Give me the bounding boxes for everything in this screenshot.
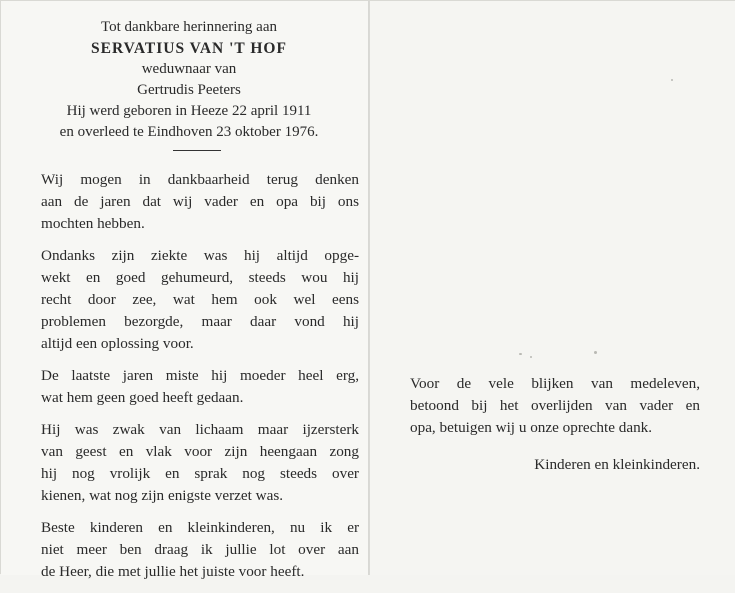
text-line: recht door zee, wat hem ook wel eens: [41, 291, 359, 308]
paragraph: [41, 419, 359, 507]
text-line: opa, betuigen wij u onze oprechte dank.: [410, 419, 653, 436]
text-line: wat hem geen goed heeft gedaan.: [41, 389, 244, 406]
spouse-name: Gertrudis Peeters: [137, 82, 241, 98]
text-line: hij nog vrolijk en sprak nog steeds over: [41, 465, 359, 482]
right-page: [369, 1, 735, 575]
paragraph: [41, 517, 359, 583]
divider-rule: [173, 150, 221, 151]
card-header: [41, 17, 337, 143]
text-line: problemen bezorgde, maar daar vond hij: [41, 313, 359, 330]
text-line: kienen, wat nog zijn enigste verzet was.: [41, 487, 284, 504]
deceased-name: SERVATIUS VAN 'T HOF: [91, 40, 287, 57]
paper-speck: [519, 353, 522, 355]
paragraph: [41, 245, 359, 355]
dedication-line: Tot dankbare herinnering aan: [101, 19, 277, 35]
signoff: Kinderen en kleinkinderen.: [534, 456, 700, 473]
death-line: en overleed te Eindhoven 23 oktober 1976.: [59, 124, 319, 140]
text-line: mochten hebben.: [41, 215, 145, 232]
text-line: niet meer ben draag ik jullie lot over aan: [41, 541, 359, 558]
paper-speck: [594, 351, 597, 354]
memorial-text: [41, 169, 359, 593]
widower-line: weduwnaar van: [141, 61, 237, 77]
text-line: altijd een oplossing voor.: [41, 335, 194, 352]
text-line: Voor de vele blijken van medeleven,: [410, 375, 700, 392]
text-line: Beste kinderen en kleinkinderen, nu ik er: [41, 519, 359, 536]
text-line: wekt en goed gehumeurd, steeds wou hij: [41, 269, 359, 286]
text-line: De laatste jaren miste hij moeder heel erg,: [41, 367, 359, 384]
paragraph: [41, 169, 359, 235]
text-line: betoond bij het overlijden van vader en: [410, 397, 700, 414]
paper-speck: [671, 79, 673, 81]
text-line: de Heer, die met jullie het juiste voor heeft.: [41, 563, 305, 580]
text-line: van geest en vlak voor zijn heengaan zong: [41, 443, 359, 460]
text-line: Hij was zwak van lichaam maar ijzersterk: [41, 421, 359, 438]
paper-speck: [530, 356, 532, 358]
card-fold: [368, 1, 370, 575]
thanks-text: [410, 373, 700, 439]
paragraph: [41, 365, 359, 409]
text-line: Wij mogen in dankbaarheid terug denken: [41, 171, 359, 188]
text-line: Ondanks zijn ziekte was hij altijd opge-: [41, 247, 359, 264]
birth-line: Hij werd geboren in Heeze 22 april 1911: [66, 103, 312, 119]
text-line: aan de jaren dat wij vader en opa bij ons: [41, 193, 359, 210]
